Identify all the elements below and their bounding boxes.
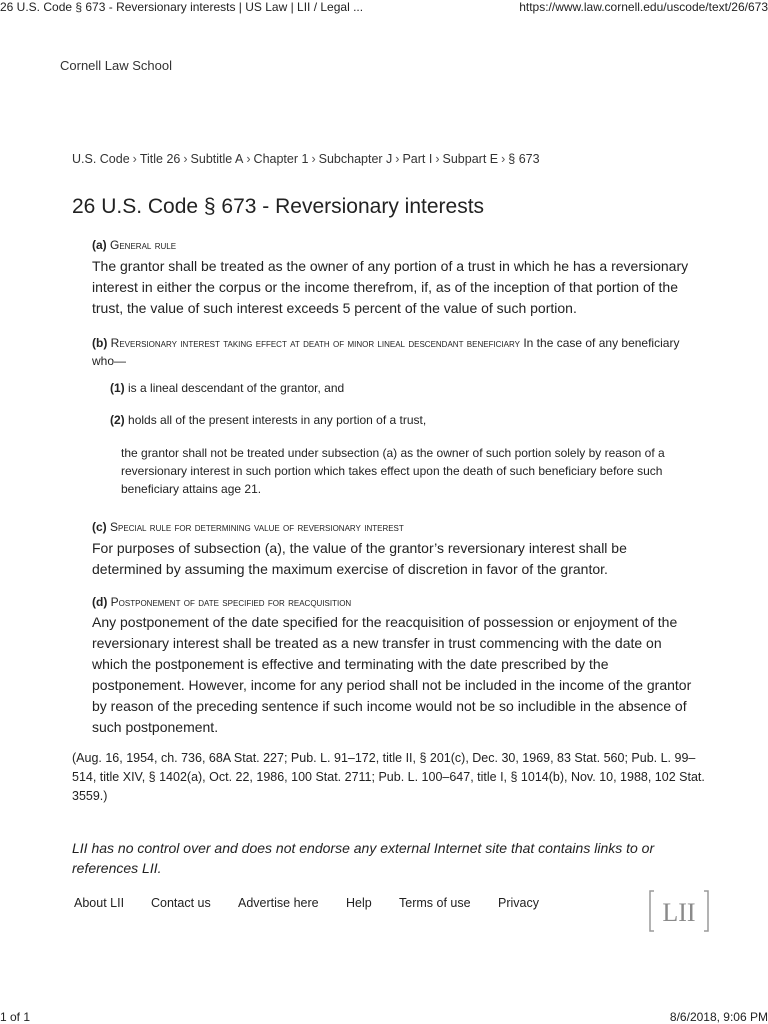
section-c-enum: (c) <box>92 520 107 534</box>
breadcrumb-item-subtitle-a[interactable]: Subtitle A <box>190 152 244 166</box>
breadcrumb-item-subchapter-j[interactable]: Subchapter J <box>318 152 393 166</box>
breadcrumb-separator: › <box>311 152 316 166</box>
logo-left-bracket <box>650 891 654 931</box>
breadcrumb-item-subpart-e[interactable]: Subpart E <box>442 152 499 166</box>
print-header-url: https://www.law.cornell.edu/uscode/text/26/673 <box>519 0 768 14</box>
breadcrumb-item-chapter-1[interactable]: Chapter 1 <box>253 152 309 166</box>
breadcrumb-item-part-i[interactable]: Part I <box>402 152 433 166</box>
section-d-text: Any postponement of the date specified for the reacquisition of possession or enjoyment of the reversionary interest shall be treated as a new transfer in trust commencing with the date on which the postponement is effective and terminating with the date prescribed by the postponement. However, income for any period shall not be included in the income of the grantor by reason of the preceding sentence if such income would not be so includible in the absence of such postponement. <box>92 614 692 735</box>
breadcrumb-separator: › <box>501 152 506 166</box>
footer-link-advertise[interactable]: Advertise here <box>238 896 319 910</box>
section-b-enum: (b) <box>92 336 108 350</box>
section-d-enum: (d) <box>92 595 108 609</box>
page-title: 26 U.S. Code § 673 - Reversionary interests <box>72 195 485 218</box>
breadcrumb-item-title-26[interactable]: Title 26 <box>139 152 181 166</box>
section-a-enum: (a) <box>92 238 107 252</box>
section-a-heading-text: General rule <box>110 238 177 252</box>
section-c-text: For purposes of subsection (a), the value of the grantor’s reversionary interest shall be determined by assuming the maximum exercise of discretion in favor of the grantor. <box>92 540 627 577</box>
section-b-item-1-text: is a lineal descendant of the grantor, and <box>128 381 345 395</box>
section-b-item-1-enum: (1) <box>110 381 125 395</box>
breadcrumb-separator: › <box>435 152 440 166</box>
breadcrumb-separator: › <box>395 152 400 166</box>
section-a-heading <box>92 238 176 252</box>
logo-text: LII <box>662 898 696 927</box>
print-footer-datetime: 8/6/2018, 9:06 PM <box>669 1010 768 1024</box>
print-header-title: 26 U.S. Code § 673 - Reversionary interests | US Law | LII / Legal ... <box>0 0 364 14</box>
section-b-heading-text: Reversionary interest taking effect at death of minor lineal descendant beneficiary <box>110 336 520 350</box>
footer-link-privacy[interactable]: Privacy <box>498 896 539 910</box>
section-d-heading-text: Postponement of date specified for reacquisition <box>110 595 352 609</box>
section-b-item-2-text: holds all of the present interests in any portion of a trust, <box>128 413 427 427</box>
footer-link-contact[interactable]: Contact us <box>151 896 211 910</box>
breadcrumb-separator: › <box>246 152 251 166</box>
breadcrumb-separator: › <box>183 152 188 166</box>
breadcrumb-item-section-673: § 673 <box>508 152 540 166</box>
logo-right-bracket <box>704 891 708 931</box>
print-footer-page: 1 of 1 <box>0 1010 31 1024</box>
section-b-heading <box>92 334 692 370</box>
breadcrumb-item-us-code[interactable]: U.S. Code <box>72 152 130 166</box>
section-d-heading <box>92 595 351 609</box>
section-b-item-2-enum: (2) <box>110 413 125 427</box>
breadcrumb <box>72 152 540 166</box>
footer-link-terms[interactable]: Terms of use <box>399 896 471 910</box>
disclaimer: LII has no control over and does not endorse any external Internet site that contains links to or references LII. <box>72 840 655 876</box>
section-a-text: The grantor shall be treated as the owner of any portion of a trust in which he has a reversionary interest in either the corpus or the income therefrom, if, as of the inception of that portion of the trust, the value of such interest exceeds 5 percent of the value of such portion. <box>92 258 689 316</box>
footer-link-help[interactable]: Help <box>346 896 372 910</box>
section-c-heading <box>92 520 404 534</box>
source-credit: (Aug. 16, 1954, ch. 736, 68A Stat. 227; Pub. L. 91–172, title II, § 201(c), Dec. 30, 1969, 83 Stat. 560; Pub. L. 99–514, title XIV, § 1402(a), Oct. 22, 1986, 100 Stat. 2711; Pub. L. 100–647, title I, § 1014(b), Nov. 10, 1988, 102 Stat. 3559.) <box>72 751 705 803</box>
section-b-flush-text: the grantor shall not be treated under subsection (a) as the owner of such portion solely by reason of a reversionary interest in such portion which takes effect upon the death of such beneficiary before such beneficiary attains age 21. <box>121 446 665 496</box>
site-name[interactable]: Cornell Law School <box>60 58 173 73</box>
section-b-item-1 <box>110 379 344 397</box>
lii-logo[interactable] <box>648 888 710 934</box>
section-b-intro: In the case of any beneficiary who— <box>92 336 680 368</box>
section-b-item-2 <box>110 411 426 429</box>
footer-link-about[interactable]: About LII <box>74 896 125 910</box>
breadcrumb-separator: › <box>132 152 137 166</box>
section-c-heading-text: Special rule for determining value of reversionary interest <box>110 520 404 534</box>
